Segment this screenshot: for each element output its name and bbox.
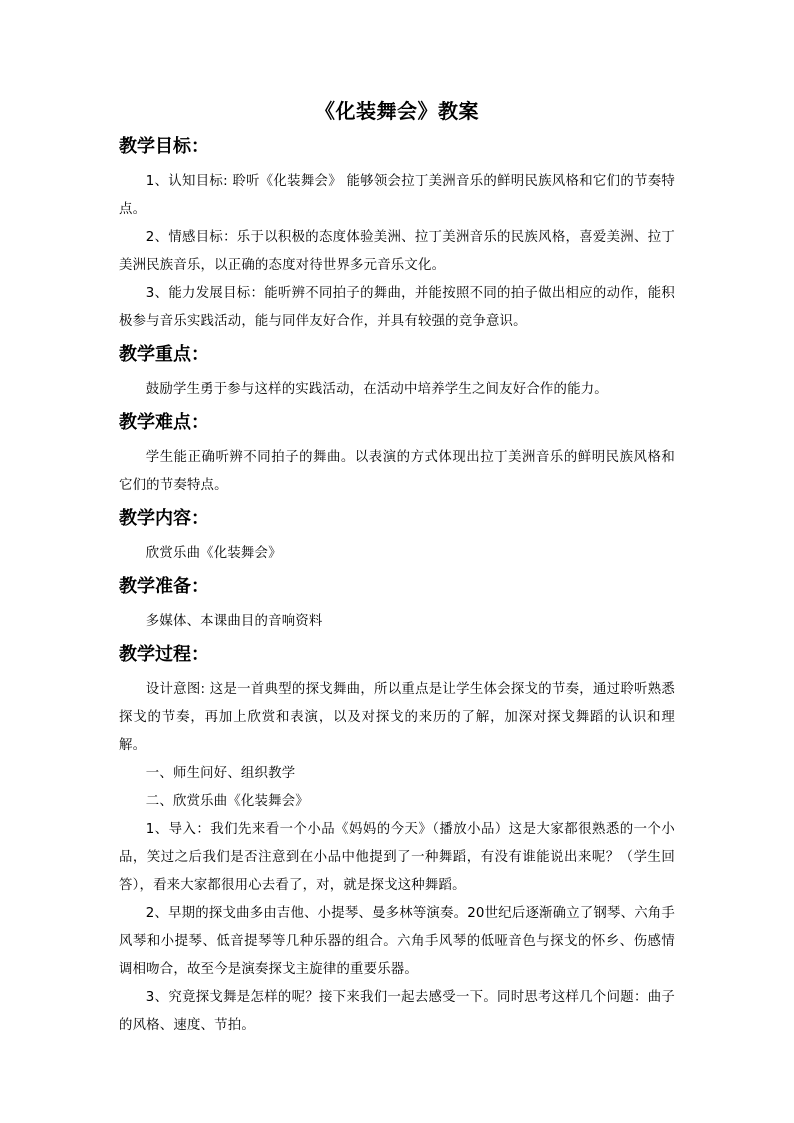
- paragraph: 二、欣赏乐曲《化装舞会》: [145, 794, 309, 809]
- section-heading: 教学难点：: [119, 412, 209, 433]
- section-preparation: [119, 574, 675, 636]
- section-content: [119, 506, 675, 568]
- section-heading: 教学内容：: [119, 508, 209, 529]
- paragraph: 一、师生问好、组织教学: [145, 766, 296, 781]
- paragraph: 欣赏乐曲《化装舞会》: [145, 546, 282, 561]
- section-objectives: [119, 134, 675, 336]
- paragraph: 2、早期的探戈曲多由吉他、小提琴、曼多林等演奏。20世纪后逐渐确立了钢琴、六角手风琴和小提琴、低音提琴等几种乐器的组合。六角手风琴的低哑音色与探戈的怀乡、伤感情调相吻合，故至今是演奏探戈主旋律的重要乐器。: [119, 906, 675, 977]
- paragraph: 3、究竟探戈舞是怎样的呢？接下来我们一起去感受一下。同时思考这样几个问题：曲子的风格、速度、节拍。: [119, 990, 675, 1033]
- paragraph: 1、导入：我们先来看一个小品《妈妈的今天》（播放小品）这是大家都很熟悉的一个小品，笑过之后我们是否注意到在小品中他提到了一种舞蹈，有没有谁能说出来呢？（学生回答），看来大家都很用心去看了，对，就是探戈这种舞蹈。: [119, 822, 675, 893]
- section-heading: 教学重点：: [119, 344, 209, 365]
- section-process: [119, 642, 675, 1040]
- paragraph: 多媒体、本课曲目的音响资料: [145, 614, 323, 629]
- document-title: 《化装舞会》教案: [315, 99, 479, 123]
- section-key-points: [119, 342, 675, 404]
- section-difficulties: [119, 410, 675, 500]
- paragraph: 3、能力发展目标：能听辨不同拍子的舞曲，并能按照不同的拍子做出相应的动作，能积极参与音乐实践活动，能与同伴友好合作，并具有较强的竞争意识。: [119, 286, 675, 329]
- document-body: [119, 96, 675, 1040]
- paragraph: 设计意图: 这是一首典型的探戈舞曲，所以重点是让学生体会探戈的节奏，通过聆听熟悉探戈的节奏，再加上欣赏和表演，以及对探戈的来历的了解，加深对探戈舞蹈的认识和理解。: [119, 682, 675, 753]
- paragraph: 1、认知目标: 聆听《化装舞会》 能够领会拉丁美洲音乐的鲜明民族风格和它们的节奏特点。: [119, 174, 675, 217]
- section-heading: 教学准备：: [119, 576, 209, 597]
- section-heading: 教学过程：: [119, 644, 209, 665]
- paragraph: 学生能正确听辨不同拍子的舞曲。以表演的方式体现出拉丁美洲音乐的鲜明民族风格和它们的节奏特点。: [119, 450, 675, 493]
- section-heading: 教学目标：: [119, 136, 209, 157]
- paragraph: 2、情感目标：乐于以积极的态度体验美洲、拉丁美洲音乐的民族风格，喜爱美洲、拉丁美洲民族音乐，以正确的态度对待世界多元音乐文化。: [119, 230, 675, 273]
- paragraph: 鼓励学生勇于参与这样的实践活动，在活动中培养学生之间友好合作的能力。: [145, 382, 608, 397]
